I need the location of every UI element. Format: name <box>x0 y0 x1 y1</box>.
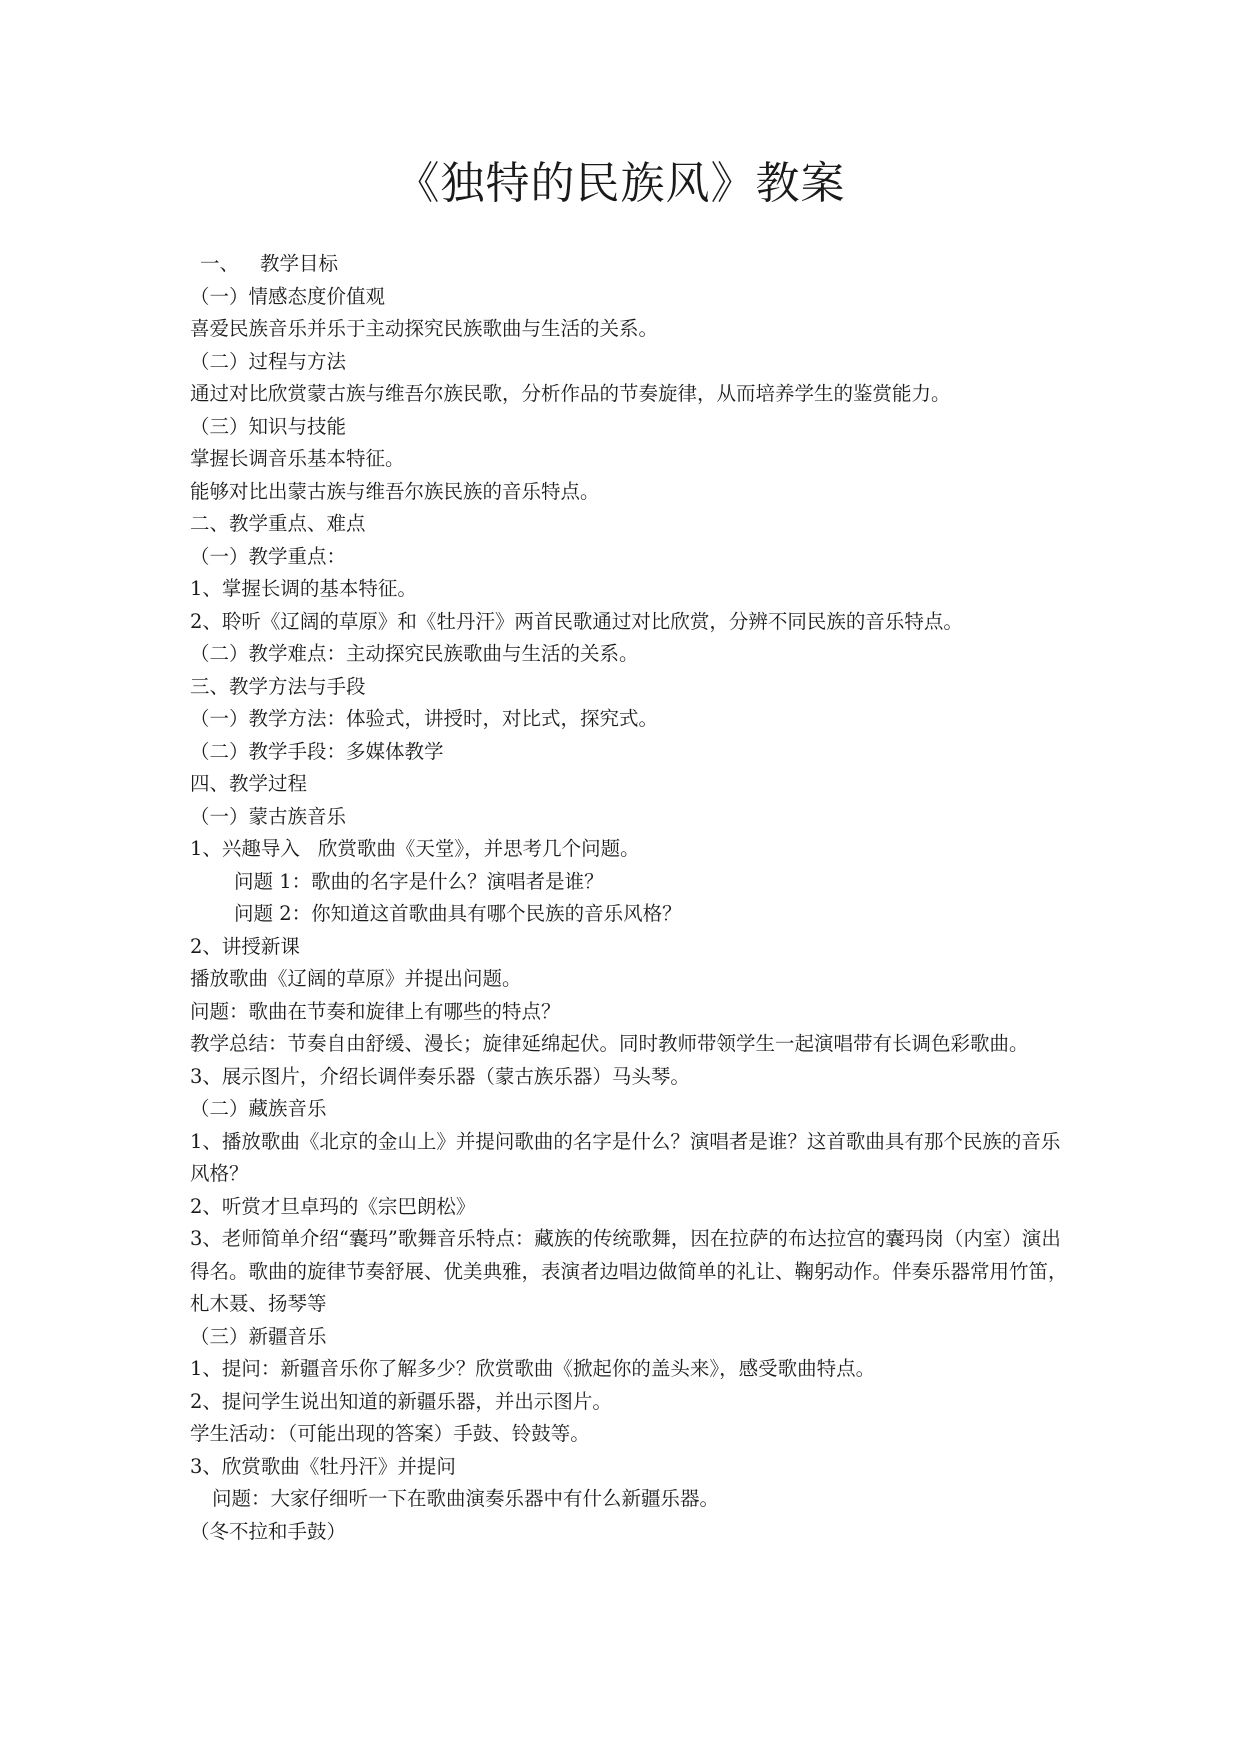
part-3-activity: 学生活动：（可能出现的答案）手鼓、铃鼓等。 <box>190 1422 590 1445</box>
section-1-heading <box>190 248 1070 281</box>
section-2-sub-2: （二）教学难点：主动探究民族歌曲与生活的关系。 <box>190 642 639 665</box>
section-1-sub-3: （三）知识与技能 <box>190 414 347 438</box>
part-3-heading: （三）新疆音乐 <box>190 1324 327 1348</box>
section-3-heading: 三、教学方法与手段 <box>190 674 366 698</box>
part-3-item-1: 1、提问：新疆音乐你了解多少？欣赏歌曲《掀起你的盖头来》，感受歌曲特点。 <box>190 1357 876 1380</box>
section-1-sub-2: （二）过程与方法 <box>190 349 347 373</box>
part-2-heading: （二）藏族音乐 <box>190 1097 327 1120</box>
part-3-item-3-answer: （冬不拉和手鼓） <box>190 1519 347 1543</box>
section-1-number: 一、 <box>200 252 240 275</box>
section-1-sub-1: （一）情感态度价值观 <box>190 284 386 308</box>
part-1-item-2-summary: 教学总结：节奏自由舒缓、漫长；旋律延绵起伏。同时教师带领学生一起演唱带有长调色彩歌曲。 <box>190 1032 1029 1055</box>
section-1-sub-1-text: 喜爱民族音乐并乐于主动探究民族歌曲与生活的关系。 <box>190 317 659 340</box>
part-1-item-2-text: 播放歌曲《辽阔的草原》并提出问题。 <box>190 967 522 990</box>
section-2-point-2: 2、聆听《辽阔的草原》和《牡丹汗》两首民歌通过对比欣赏，分辨不同民族的音乐特点。 <box>190 609 963 633</box>
part-3-item-3: 3、欣赏歌曲《牡丹汗》并提问 <box>190 1454 456 1478</box>
part-1-item-2: 2、讲授新课 <box>190 934 300 958</box>
document-body <box>190 248 1070 1548</box>
section-1-title: 教学目标 <box>260 252 339 275</box>
part-1-item-1 <box>190 833 1070 866</box>
section-2-sub-1: （一）教学重点： <box>190 544 347 568</box>
part-1-item-1-label: 1、兴趣导入 <box>190 837 300 860</box>
section-3-sub-1: （一）教学方法：体验式，讲授时，对比式，探究式。 <box>190 707 659 730</box>
part-3-item-2: 2、提问学生说出知道的新疆乐器，并出示图片。 <box>190 1389 612 1413</box>
part-1-item-2-question: 问题：歌曲在节奏和旋律上有哪些的特点？ <box>190 999 561 1023</box>
section-2-point-1: 1、掌握长调的基本特征。 <box>190 577 417 600</box>
part-1-question-2: 问题 2：你知道这首歌曲具有哪个民族的音乐风格？ <box>234 902 682 925</box>
part-3-item-3-question: 问题：大家仔细听一下在歌曲演奏乐器中有什么新疆乐器。 <box>212 1487 720 1510</box>
section-3-sub-2: （二）教学手段：多媒体教学 <box>190 739 444 763</box>
section-4-heading: 四、教学过程 <box>190 772 308 795</box>
section-1-sub-2-text: 通过对比欣赏蒙古族与维吾尔族民歌，分析作品的节奏旋律，从而培养学生的鉴赏能力。 <box>190 382 951 405</box>
document-title: 《独特的民族风》教案 <box>395 158 846 209</box>
part-2-item-3: 3、老师简单介绍“囊玛”歌舞音乐特点：藏族的传统歌舞，因在拉萨的布达拉宫的囊玛岗（内室）演出得名。歌曲的旋律节奏舒展、优美典雅，表演者边唱边做简单的礼让、鞠躬动作。伴奏乐器常用竹笛，札木聂、扬琴等 <box>190 1227 1068 1315</box>
part-1-item-1-text: 欣赏歌曲《天堂》，并思考几个问题。 <box>317 837 640 860</box>
part-1-item-3: 3、展示图片，介绍长调伴奏乐器（蒙古族乐器）马头琴。 <box>190 1064 690 1088</box>
part-2-item-1: 1、播放歌曲《北京的金山上》并提问歌曲的名字是什么？演唱者是谁？这首歌曲具有那个民族的音乐风格？ <box>190 1129 1061 1185</box>
section-1-sub-3-text-1: 掌握长调音乐基本特征。 <box>190 447 405 470</box>
part-1-heading: （一）蒙古族音乐 <box>190 804 347 828</box>
part-1-question-1: 问题 1：歌曲的名字是什么？演唱者是谁？ <box>234 869 604 893</box>
part-2-item-2: 2、听赏才旦卓玛的《宗巴朗松》 <box>190 1194 476 1218</box>
section-1-sub-3-text-2: 能够对比出蒙古族与维吾尔族民族的音乐特点。 <box>190 479 600 503</box>
section-2-heading: 二、教学重点、难点 <box>190 512 366 535</box>
